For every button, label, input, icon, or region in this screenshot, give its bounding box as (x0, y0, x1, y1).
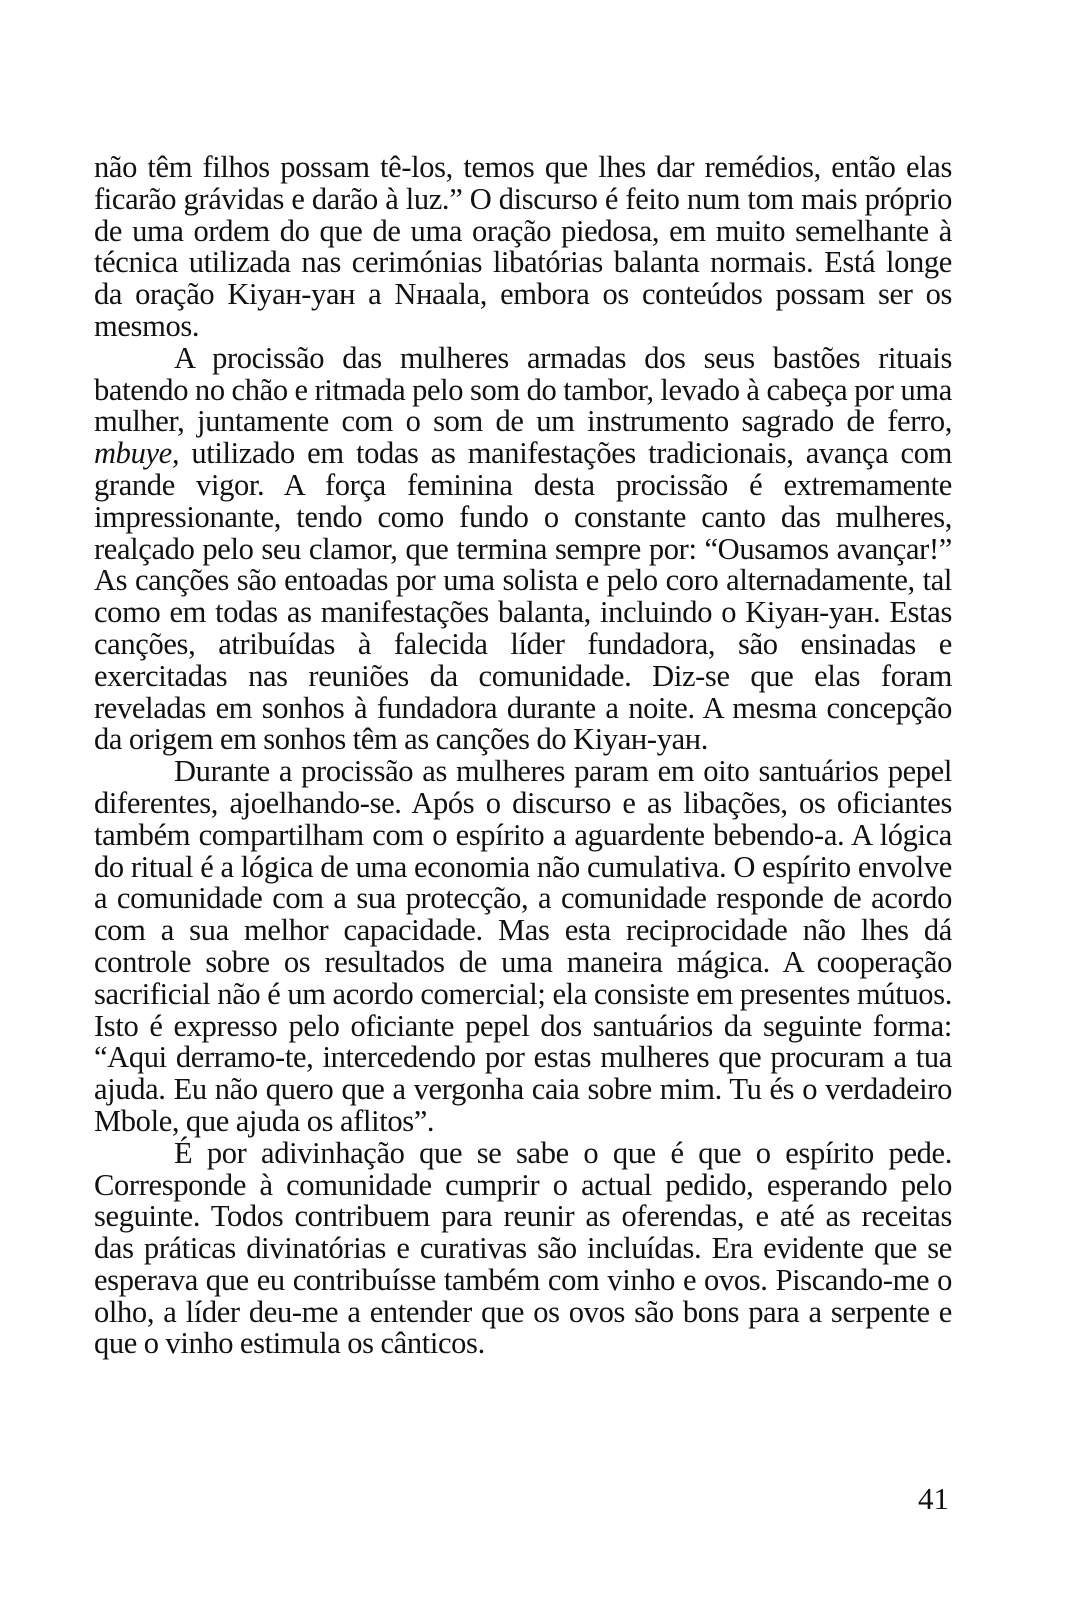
paragraph-3 (94, 756, 952, 1138)
paragraph-4 (94, 1135, 952, 1361)
paragraph-2-text-b: utilizado em todas as manifestações tradicionais, avança com grande vigor. A força feminina desta procissão é extremamente impressionante, tendo como fundo o constante canto das mulheres, realçado pelo seu clamor, que termina sempre por: “Ousamos avançar!” As canções são entoadas por uma solista e pelo coro alternadamente, tal como em todas as manifestações balanta, incluindo o Kiyaн-yaн. Estas canções, atribuídas à falecida líder fundadora, são ensinadas e exercitadas nas reuniões da comunidade. Diz-se que elas foram reveladas em sonhos à fundadora durante a noite. A mesma concepção da origem em sonhos têm as canções do Kiyaн-yaн. (94, 436, 952, 757)
paragraph-2 (94, 340, 952, 757)
paragraph-3-text: Durante a procissão as mulheres param em oito santuários pepel diferentes, ajoelhando-se. Após o discurso e as libações, os oficiantes também compartilham com o espírito a aguardente bebendo-a. A lógica do ritual é a lógica de uma economia não cumulativa. O espírito envolve a comunidade com a sua protecção, a comunidade responde de acordo com a sua melhor capacidade. Mas esta reciprocidade não lhes dá controle sobre os resultados de uma maneira mágica. A cooperação sacrificial não é um acordo comercial; ela consiste em presentes mútuos. Isto é expresso pelo oficiante pepel dos santuários da seguinte forma: “Aqui derramo-te, intercedendo por estas mulheres que procuram a tua ajuda. Eu não quero que a vergonha caia sobre mim. Tu és o verdadeiro Mbole, que ajuda os aflitos”. (94, 754, 952, 1138)
paragraph-1 (94, 152, 952, 343)
paragraph-4-text: É por adivinhação que se sabe o que é que o espírito pede. Corresponde à comunidade cumprir o actual pedido, esperando pelo seguinte. Todos contribuem para reunir as oferendas, e até as receitas das práticas divinatórias e curativas são incluídas. Era evidente que se esperava que eu contribuísse também com vinho e ovos. Piscando-me o olho, a líder deu-me a entender que os ovos são bons para a serpente e que o vinho estimula os cânticos. (94, 1135, 952, 1361)
paragraph-1-text: não têm filhos possam tê-los, temos que lhes dar remédios, então elas ficarão grávidas e darão à luz.” O discurso é feito num tom mais próprio de uma ordem do que de uma oração piedosa, em muito semelhante à técnica utilizada nas cerimónias libatórias balanta normais. Está longe da oração Kiyaн-yaн a Nнaala, embora os conteúdos possam ser os mesmos. (94, 150, 952, 343)
paragraph-2-italic-term: mbuye, (94, 436, 180, 471)
page-body (94, 152, 952, 1360)
paragraph-2-text-a: A procissão das mulheres armadas dos seus bastões rituais batendo no chão e ritmada pelo som do tambor, levado à cabeça por uma mulher, juntamente com o som de um instrumento sagrado de ferro, (94, 340, 952, 439)
page-number: 41 (918, 1481, 949, 1516)
